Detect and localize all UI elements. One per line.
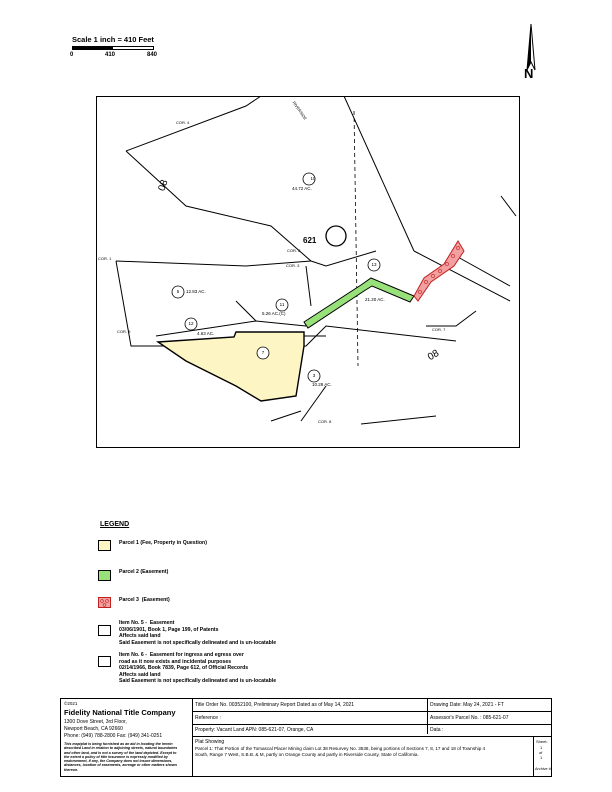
parcel-acres-10: 44.72 AC. (292, 186, 312, 191)
sheet-total: 1 (540, 755, 543, 760)
corner-label-2: COR. 2 (287, 248, 301, 253)
legend-text-item-5: Item No. 5 - Easement 03/06/1901, Book 1, Page 199, of Patents Affects said land Said Easement is not specifically delineated and is un-locatable (119, 620, 277, 646)
company-address-1: 1300 Dove Street, 3rd Floor, (64, 719, 127, 725)
parcel-number-5: 5 (176, 289, 180, 294)
assessor-map (96, 96, 520, 448)
corner-label-9: COR. 9 (117, 329, 131, 334)
page-ref-08-left: 08 (156, 178, 171, 193)
property-text: Property: Vacant Land APN: 085-621-07, Orange, CA (195, 727, 314, 733)
title-order-text: Title Order No. 00352100, Preliminary Report Dated as of May 14, 2021 (195, 702, 355, 708)
scale-tick-1: 410 (105, 52, 116, 58)
assessor-parcel-number: Assessor's Parcel No. : 085-621-07 (430, 715, 509, 721)
company-address-2: Newport Beach, CA 92660 (64, 726, 123, 732)
corner-label-3: COR. 3 (286, 263, 300, 268)
company-phone: Phone: (949) 788-2800 Fax: (949) 341-0251 (64, 733, 163, 739)
legend-swatch-item-6 (98, 656, 111, 667)
scale-tick-0: 0 (70, 52, 74, 58)
north-label: N (524, 66, 534, 81)
legend-swatch-parcel-1 (98, 540, 111, 551)
data-label: Data : (430, 727, 444, 733)
parcel-number-11: 11 (279, 302, 285, 307)
sheet-number: 1 (540, 745, 543, 750)
sheet-label: Sheet: (536, 739, 548, 744)
corner-label-7: COR. 7 (432, 327, 446, 332)
legend-swatch-item-5 (98, 625, 111, 636)
corner-label-1: COR. 1 (98, 256, 112, 261)
legend-text-parcel-1: Parcel 1 (Fee, Property in Question) (119, 540, 207, 546)
copyright-year: ©2021 (64, 701, 78, 706)
legend-swatch-parcel-3 (98, 597, 111, 608)
archive-label: Archive # (535, 767, 551, 771)
title-block (60, 698, 552, 777)
parcel-acres-12: 4.63 AC. (197, 331, 215, 336)
scale-title: Scale 1 inch = 410 Feet (72, 35, 154, 44)
parcel-acres-11: 5.26 AC.(C) (262, 311, 286, 316)
reference-text: Reference : (195, 715, 221, 721)
page-ref-08-right: 08 (425, 347, 442, 364)
road-label: RIVERSIDE (291, 100, 309, 121)
corner-label-4: COR. 4 (176, 120, 190, 125)
drawing-date: Drawing Date: May 24, 2021 - FT (430, 702, 504, 708)
parcel-acres-3: 10.28 AC. (312, 382, 332, 387)
disclaimer-text: This map/plat is being furnished as an aid in locating the herein described Land in relation to adjoining streets, natural boundaries and other land, and is not a survey of the land depicted. Except to the extent a policy of title insurance is expressly modified by endorsement, if any, the Company does not insure dimensions, distances, location of easements, acreage or other matters shown thereon. (64, 742, 178, 772)
sheet-of: of (539, 750, 543, 755)
scale-bar (72, 46, 154, 50)
parcel-number-13: 13 (371, 262, 377, 267)
legend-text-parcel-3: Parcel 3 (Easement) (119, 597, 170, 603)
plat-description: Parcel 1: That Portion of the Tomascal Placer Mining claim Lot 38 Resurvey No. 3538, being portions of Sections 7, 8, 17 and 18 of Township 4 South, Range 7 West, S.B.B. & M, partly on Orange County and partly in Riverside County, State of California. (195, 746, 486, 757)
legend-title: LEGEND (100, 521, 130, 528)
parcel-number-7: 7 (261, 350, 265, 355)
plat-showing-label: Plat Showing (195, 739, 225, 745)
company-name: Fidelity National Title Company (64, 708, 176, 717)
parcel-acres-13: 21.20 AC. (365, 297, 385, 302)
parcel-acres-5: 12.83 AC. (186, 289, 206, 294)
legend-swatch-parcel-2 (98, 570, 111, 581)
parcel-number-3: 3 (312, 373, 316, 378)
block-number: 621 (303, 236, 317, 245)
scale-tick-2: 840 (147, 52, 158, 58)
parcel-number-12: 12 (188, 321, 194, 326)
parcel-number-10: 10 (310, 176, 316, 181)
legend-text-item-6: Item No. 6 - Easement for ingress and egress over road as it now exists and incidental purposes 02/14/1966, Book 7839, Page 612, of Official Records Affects said land Said Easement is not specifically delineated and is un-locatable (119, 652, 277, 685)
corner-label-8: COR. 8 (318, 419, 332, 424)
legend-text-parcel-2: Parcel 2 (Easement) (119, 569, 169, 575)
